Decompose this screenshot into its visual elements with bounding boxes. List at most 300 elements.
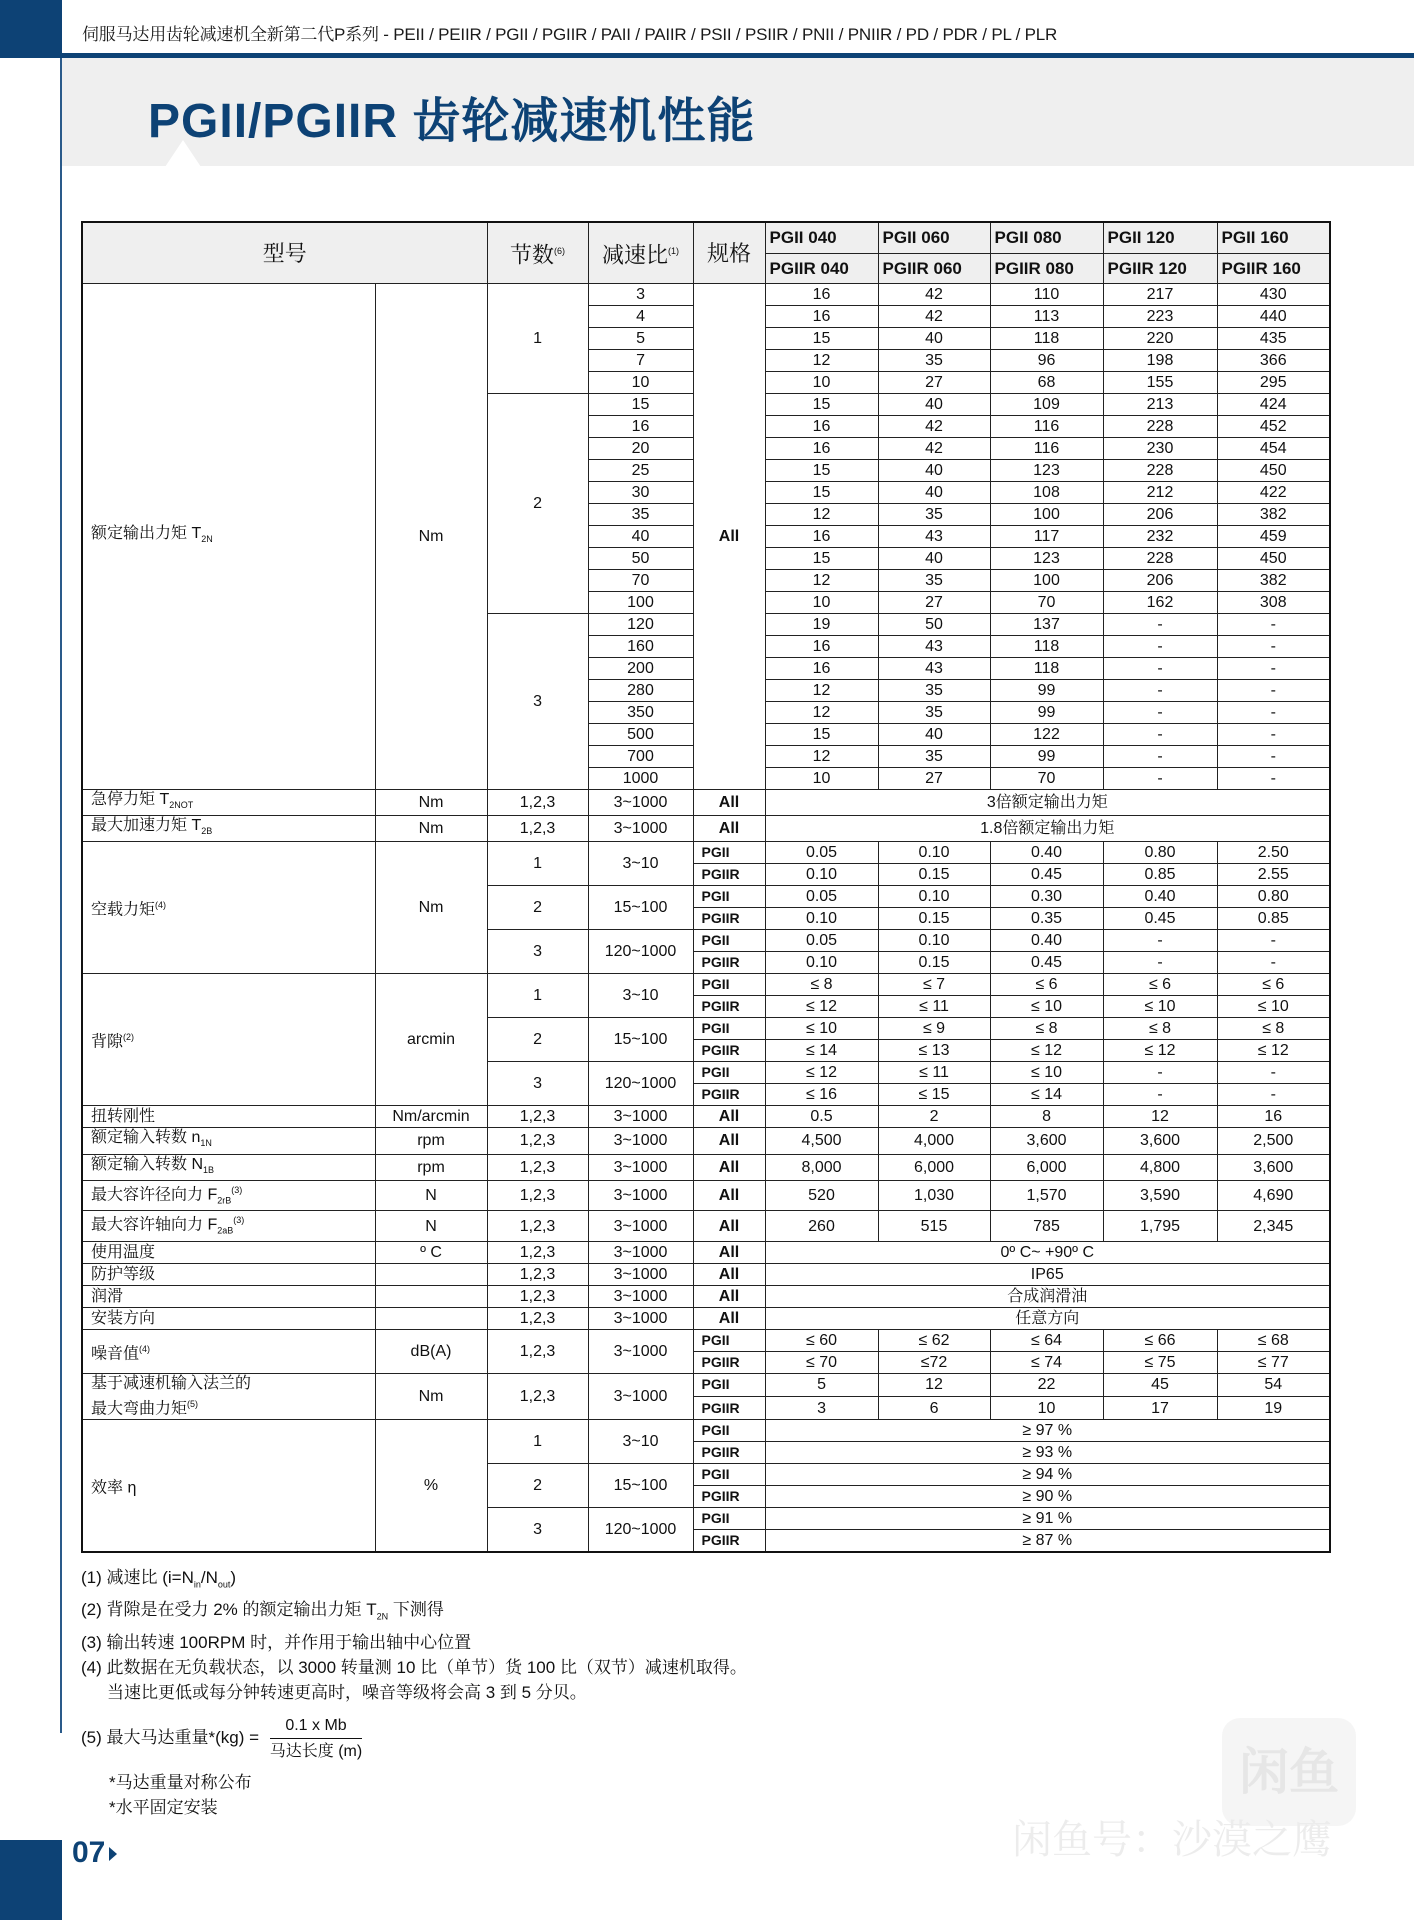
value-cell: 0.30: [990, 886, 1103, 908]
ratio-cell: 160: [588, 636, 693, 658]
value-cell: 1,795: [1103, 1211, 1217, 1242]
value-cell: ≤ 66: [1103, 1329, 1217, 1351]
unit-cell: N: [375, 1211, 487, 1242]
spec-all-cell: All: [693, 1241, 765, 1263]
value-cell: ≤ 6: [1103, 974, 1217, 996]
unit-cell: rpm: [375, 1128, 487, 1154]
footer-brand-block: [0, 1840, 62, 1920]
note-2-sub: 2N: [376, 1611, 389, 1622]
footer-brand-block-upper: [0, 1733, 62, 1840]
simple-row-label-sup: (3): [231, 1184, 243, 1195]
merged-row-label: [82, 1241, 375, 1263]
value-cell: -: [1103, 930, 1217, 952]
footnotes: [81, 1565, 747, 1820]
value-cell: -: [1217, 1062, 1330, 1084]
value-cell: ≤ 10: [990, 996, 1103, 1018]
note-1-mid: /N: [200, 1568, 218, 1587]
value-cell: -: [1217, 636, 1330, 658]
ratio-range-cell: 120~1000: [588, 930, 693, 974]
value-cell: 12: [765, 680, 878, 702]
page-title: PGII/PGIIR 齿轮减速机性能: [148, 95, 756, 148]
value-cell: 40: [878, 548, 990, 570]
value-cell: 206: [1103, 570, 1217, 592]
ratio-cell: 280: [588, 680, 693, 702]
spec-tag: PGII: [693, 1062, 765, 1084]
value-cell: ≤ 11: [878, 1062, 990, 1084]
ratio-range-cell: 120~1000: [588, 1508, 693, 1553]
value-cell: 12: [765, 702, 878, 724]
simple-row-label-sub: 2rB: [217, 1195, 232, 1206]
value-cell: 99: [990, 702, 1103, 724]
value-cell: 0.45: [990, 952, 1103, 974]
stages-cell: 1,2,3: [487, 1307, 588, 1329]
bending-ratio: 3~1000: [588, 1373, 693, 1419]
left-rule: [60, 58, 62, 1733]
ratio-range-cell: 15~100: [588, 886, 693, 930]
value-cell: 435: [1217, 328, 1330, 350]
spec-tag: PGII: [693, 974, 765, 996]
model-header-pgii-080: PGII 080: [990, 222, 1103, 253]
no-load-torque-label: [82, 842, 375, 974]
noise-stages: 1,2,3: [487, 1329, 588, 1373]
value-cell: 16: [765, 658, 878, 680]
ratio-cell: 15: [588, 394, 693, 416]
value-cell: ≤ 13: [878, 1040, 990, 1062]
simple-row-label-sub: 1N: [200, 1138, 212, 1149]
table-body: [82, 284, 1330, 1553]
value-cell: 155: [1103, 372, 1217, 394]
table-row: [82, 1285, 1330, 1307]
value-cell: ≤ 15: [878, 1084, 990, 1106]
value-cell: 19: [765, 614, 878, 636]
value-cell: ≤ 8: [990, 1018, 1103, 1040]
model-header-pgii-040: PGII 040: [765, 222, 878, 253]
value-cell: 230: [1103, 438, 1217, 460]
stages-cell: 1,2,3: [487, 1241, 588, 1263]
stage-cell: 1: [487, 974, 588, 1018]
table-row: [82, 1180, 1330, 1211]
spec-tag: PGIIR: [693, 864, 765, 886]
value-cell: 8: [990, 1106, 1103, 1128]
value-cell: 12: [765, 570, 878, 592]
value-cell: 42: [878, 284, 990, 306]
spec-tag: PGII: [693, 1464, 765, 1486]
value-cell: 116: [990, 416, 1103, 438]
value-cell: ≤ 10: [1217, 996, 1330, 1018]
fraction-numerator: 0.1 x Mb: [270, 1713, 362, 1739]
stage-cell: 3: [487, 1062, 588, 1106]
performance-table: [81, 221, 1331, 1553]
value-cell: ≤ 68: [1217, 1329, 1330, 1351]
value-cell: ≤ 9: [878, 1018, 990, 1040]
value-cell: -: [1103, 768, 1217, 790]
model-header-pgii-160: PGII 160: [1217, 222, 1330, 253]
value-cell: ≤ 64: [990, 1329, 1103, 1351]
unit-cell: N: [375, 1180, 487, 1211]
value-cell: 54: [1217, 1373, 1330, 1396]
value-cell: 206: [1103, 504, 1217, 526]
model-header-pgii-120: PGII 120: [1103, 222, 1217, 253]
value-cell: -: [1217, 952, 1330, 974]
ratio-cell: 700: [588, 746, 693, 768]
value-cell: -: [1217, 702, 1330, 724]
note-1-sub-in: in: [193, 1579, 201, 1590]
value-cell: 0.85: [1103, 864, 1217, 886]
ratio-cell: 10: [588, 372, 693, 394]
value-cell: 0.05: [765, 886, 878, 908]
stages-cell: 1,2,3: [487, 1211, 588, 1242]
note-5-text: (5) 最大马达重量*(kg) =: [81, 1727, 260, 1747]
value-cell: ≥ 87 %: [765, 1530, 1330, 1553]
value-cell: 0.80: [1217, 886, 1330, 908]
bending-stages: 1,2,3: [487, 1373, 588, 1419]
value-cell: 42: [878, 416, 990, 438]
value-cell: ≤ 6: [990, 974, 1103, 996]
value-cell: 15: [765, 460, 878, 482]
value-cell: 15: [765, 328, 878, 350]
ratio-range-cell: 3~1000: [588, 1307, 693, 1329]
table-row: [82, 1329, 1330, 1351]
value-cell: 366: [1217, 350, 1330, 372]
table-row: [82, 1106, 1330, 1128]
col-header-ratio: [588, 222, 693, 284]
value-cell: ≤ 12: [765, 996, 878, 1018]
ratio-range-cell: 3~10: [588, 842, 693, 886]
value-cell: 2,500: [1217, 1128, 1330, 1154]
stage-cell: 3: [487, 1508, 588, 1553]
value-cell: -: [1103, 636, 1217, 658]
ratio-cell: 120: [588, 614, 693, 636]
unit-cell: [375, 1263, 487, 1285]
ratio-cell: 70: [588, 570, 693, 592]
max-accel-ratio: 3~1000: [588, 816, 693, 842]
bending-label-sup: (5): [187, 1398, 199, 1409]
value-cell: 422: [1217, 482, 1330, 504]
value-cell: ≤ 77: [1217, 1351, 1330, 1373]
spec-all-cell: All: [693, 1263, 765, 1285]
value-cell: 1,030: [878, 1180, 990, 1211]
value-cell: 96: [990, 350, 1103, 372]
value-cell: 40: [878, 482, 990, 504]
ratio-text: 减速比: [602, 242, 669, 268]
value-cell: 40: [878, 328, 990, 350]
unit-cell: º C: [375, 1241, 487, 1263]
note-4-line-1: (4) 此数据在无负载状态，以 3000 转量测 10 比（单节）货 100 比（双节）减速机取得。: [81, 1657, 747, 1677]
value-cell: 4,000: [878, 1128, 990, 1154]
value-cell: 35: [878, 680, 990, 702]
table-row: [82, 1154, 1330, 1180]
note-star-2: *水平固定安装: [109, 1797, 218, 1817]
value-cell: 16: [765, 284, 878, 306]
spec-all-cell: All: [693, 1307, 765, 1329]
stage-cell: 3: [487, 614, 588, 790]
table-row-max-accel: [82, 816, 1330, 842]
max-accel-label-text: 最大加速力矩 T: [91, 817, 202, 835]
simple-row-label-sub: 1B: [203, 1164, 215, 1175]
value-cell: 99: [990, 746, 1103, 768]
value-cell: 100: [990, 570, 1103, 592]
value-cell: 12: [765, 350, 878, 372]
value-cell: 100: [990, 504, 1103, 526]
value-cell: ≤ 12: [990, 1040, 1103, 1062]
merged-row-label: [82, 1263, 375, 1285]
value-cell: 220: [1103, 328, 1217, 350]
spec-tag: PGIIR: [693, 1396, 765, 1419]
table-row: [82, 1128, 1330, 1154]
ratio-range-cell: 3~1000: [588, 1106, 693, 1128]
value-cell: -: [1103, 724, 1217, 746]
backlash-unit: arcmin: [375, 974, 487, 1106]
value-cell: 295: [1217, 372, 1330, 394]
value-cell: 228: [1103, 416, 1217, 438]
ratio-cell: 35: [588, 504, 693, 526]
no-load-torque-unit: Nm: [375, 842, 487, 974]
value-cell: 0.10: [878, 886, 990, 908]
spec-tag: PGII: [693, 842, 765, 864]
value-cell: ≥ 93 %: [765, 1442, 1330, 1464]
value-cell: 113: [990, 306, 1103, 328]
value-cell: 15: [765, 548, 878, 570]
value-cell: 45: [1103, 1373, 1217, 1396]
value-cell: 217: [1103, 284, 1217, 306]
ratio-range-cell: 3~1000: [588, 1241, 693, 1263]
arrow-right-icon: [109, 1847, 117, 1861]
rated-torque-label-text: 额定输出力矩 T: [91, 524, 202, 542]
value-cell: -: [1103, 680, 1217, 702]
ratio-range-cell: 3~10: [588, 1420, 693, 1464]
ratio-cell: 25: [588, 460, 693, 482]
stages-text: 节数: [510, 242, 555, 268]
table-row-emergency-stop: [82, 790, 1330, 816]
value-cell: ≥ 94 %: [765, 1464, 1330, 1486]
no-load-torque-label-text: 空载力矩: [91, 901, 156, 919]
ratio-cell: 350: [588, 702, 693, 724]
value-cell: ≤ 60: [765, 1329, 878, 1351]
value-cell: 35: [878, 702, 990, 724]
ratio-cell: 500: [588, 724, 693, 746]
table-row: [82, 1211, 1330, 1242]
emergency-stop-spec: All: [693, 790, 765, 816]
value-cell: 2: [878, 1106, 990, 1128]
merged-row-label-text: 安装方向: [91, 1309, 156, 1327]
ratio-range-cell: 3~1000: [588, 1211, 693, 1242]
backlash-label-text: 背隙: [91, 1033, 124, 1051]
spec-tag: PGII: [693, 1420, 765, 1442]
value-cell: 0.10: [878, 842, 990, 864]
emergency-stop-label: [82, 790, 375, 816]
value-cell: 4,500: [765, 1128, 878, 1154]
col-header-spec: 规格: [693, 222, 765, 284]
simple-row-label-sup: (3): [233, 1215, 245, 1226]
note-1: [81, 1565, 747, 1597]
value-cell: 0.80: [1103, 842, 1217, 864]
merged-row-label-text: 防护等级: [91, 1265, 156, 1283]
value-cell: 6: [878, 1396, 990, 1419]
spec-tag: PGII: [693, 1508, 765, 1530]
rated-torque-label: [82, 284, 375, 790]
value-cell: 0.10: [765, 952, 878, 974]
model-header-pgii-060: PGII 060: [878, 222, 990, 253]
spec-tag: PGIIR: [693, 1486, 765, 1508]
value-cell: -: [1103, 1084, 1217, 1106]
simple-row-label-text: 额定输入转数 n: [91, 1129, 201, 1147]
watermark-text: 闲鱼号：沙漠之鹰: [1012, 1818, 1332, 1862]
stage-cell: 1: [487, 842, 588, 886]
header-row-top: [82, 222, 1330, 253]
value-cell: 40: [878, 460, 990, 482]
value-cell: -: [1217, 724, 1330, 746]
value-cell: 22: [990, 1373, 1103, 1396]
value-cell: 3,600: [990, 1128, 1103, 1154]
value-cell: -: [1217, 658, 1330, 680]
value-cell: 10: [765, 768, 878, 790]
value-cell: 70: [990, 768, 1103, 790]
value-cell: 40: [878, 394, 990, 416]
value-cell: 15: [765, 482, 878, 504]
ratio-range-cell: 120~1000: [588, 1062, 693, 1106]
unit-cell: rpm: [375, 1154, 487, 1180]
value-cell: 0.10: [878, 930, 990, 952]
merged-value-cell: 任意方向: [765, 1307, 1330, 1329]
ratio-cell: 4: [588, 306, 693, 328]
value-cell: 162: [1103, 592, 1217, 614]
note-5-fraction: [270, 1713, 362, 1764]
spec-tag: PGIIR: [693, 1530, 765, 1553]
merged-row-label: [82, 1285, 375, 1307]
efficiency-label: [82, 1420, 375, 1553]
table-row: [82, 1263, 1330, 1285]
ratio-footnote: (1): [668, 245, 680, 256]
backlash-label: [82, 974, 375, 1106]
value-cell: 16: [765, 636, 878, 658]
value-cell: 260: [765, 1211, 878, 1242]
simple-row-label: [82, 1211, 375, 1242]
value-cell: -: [1103, 614, 1217, 636]
value-cell: -: [1217, 768, 1330, 790]
value-cell: 3,590: [1103, 1180, 1217, 1211]
value-cell: 19: [1217, 1396, 1330, 1419]
spec-tag: PGII: [693, 1329, 765, 1351]
col-header-model: 型号: [82, 222, 487, 284]
value-cell: -: [1103, 658, 1217, 680]
stage-cell: 2: [487, 1018, 588, 1062]
value-cell: 520: [765, 1180, 878, 1211]
value-cell: 17: [1103, 1396, 1217, 1419]
value-cell: 0.40: [990, 842, 1103, 864]
stage-cell: 2: [487, 886, 588, 930]
value-cell: 0.85: [1217, 908, 1330, 930]
spec-tag: PGIIR: [693, 908, 765, 930]
value-cell: 27: [878, 592, 990, 614]
value-cell: 454: [1217, 438, 1330, 460]
value-cell: 0.35: [990, 908, 1103, 930]
value-cell: 4,800: [1103, 1154, 1217, 1180]
table-row: [82, 1307, 1330, 1329]
value-cell: 2.50: [1217, 842, 1330, 864]
model-header-pgiir-040: PGIIR 040: [765, 253, 878, 284]
ratio-cell: 40: [588, 526, 693, 548]
value-cell: 0.45: [990, 864, 1103, 886]
value-cell: 43: [878, 636, 990, 658]
simple-row-label-sub: 2aB: [217, 1225, 234, 1236]
value-cell: 16: [765, 438, 878, 460]
max-accel-label-sub: 2B: [201, 826, 213, 837]
value-cell: 15: [765, 394, 878, 416]
unit-cell: [375, 1307, 487, 1329]
bending-label-line-2: 最大弯曲力矩: [91, 1400, 188, 1418]
merged-value-cell: 合成润滑油: [765, 1285, 1330, 1307]
value-cell: 16: [1217, 1106, 1330, 1128]
value-cell: ≥ 91 %: [765, 1508, 1330, 1530]
ratio-range-cell: 3~1000: [588, 1128, 693, 1154]
value-cell: 70: [990, 592, 1103, 614]
ratio-cell: 5: [588, 328, 693, 350]
rated-torque-label-sub: 2N: [201, 534, 213, 545]
value-cell: ≤ 16: [765, 1084, 878, 1106]
unit-cell: Nm/arcmin: [375, 1106, 487, 1128]
max-accel-label: [82, 816, 375, 842]
ratio-cell: 3: [588, 284, 693, 306]
value-cell: 232: [1103, 526, 1217, 548]
stage-cell: 3: [487, 930, 588, 974]
value-cell: 5: [765, 1373, 878, 1396]
value-cell: ≤ 70: [765, 1351, 878, 1373]
value-cell: ≤ 10: [990, 1062, 1103, 1084]
value-cell: 16: [765, 526, 878, 548]
value-cell: ≤ 12: [1103, 1040, 1217, 1062]
ratio-range-cell: 3~1000: [588, 1180, 693, 1211]
max-accel-stages: 1,2,3: [487, 816, 588, 842]
efficiency-label-text: 效率 η: [91, 1479, 137, 1497]
ratio-cell: 30: [588, 482, 693, 504]
table-row: [82, 1373, 1330, 1396]
value-cell: 109: [990, 394, 1103, 416]
col-header-stages: [487, 222, 588, 284]
spec-all-cell: All: [693, 1106, 765, 1128]
value-cell: ≤ 12: [765, 1062, 878, 1084]
note-2-suffix: 下测得: [388, 1600, 444, 1620]
ratio-range-cell: 15~100: [588, 1018, 693, 1062]
table-row: [82, 1420, 1330, 1442]
simple-row-label: [82, 1180, 375, 1211]
merged-row-label-text: 使用温度: [91, 1243, 156, 1261]
value-cell: 99: [990, 680, 1103, 702]
value-cell: 27: [878, 768, 990, 790]
spec-tag: PGIIR: [693, 1084, 765, 1106]
spec-all-cell: All: [693, 1154, 765, 1180]
value-cell: 452: [1217, 416, 1330, 438]
stages-cell: 1,2,3: [487, 1106, 588, 1128]
value-cell: 68: [990, 372, 1103, 394]
value-cell: 0.5: [765, 1106, 878, 1128]
simple-row-label-text: 扭转刚性: [91, 1108, 156, 1126]
ratio-cell: 50: [588, 548, 693, 570]
value-cell: 459: [1217, 526, 1330, 548]
note-1-text: (1) 减速比 (i=N: [81, 1568, 194, 1587]
value-cell: -: [1103, 1062, 1217, 1084]
value-cell: ≤ 10: [1103, 996, 1217, 1018]
value-cell: ≤ 75: [1103, 1351, 1217, 1373]
value-cell: 35: [878, 350, 990, 372]
spec-all-cell: All: [693, 1128, 765, 1154]
value-cell: 308: [1217, 592, 1330, 614]
note-3: (3) 输出转速 100RPM 时，并作用于输出轴中心位置: [81, 1632, 472, 1652]
value-cell: 110: [990, 284, 1103, 306]
ratio-cell: 20: [588, 438, 693, 460]
value-cell: 430: [1217, 284, 1330, 306]
header-brand-block: [0, 0, 62, 58]
simple-row-label: [82, 1128, 375, 1154]
